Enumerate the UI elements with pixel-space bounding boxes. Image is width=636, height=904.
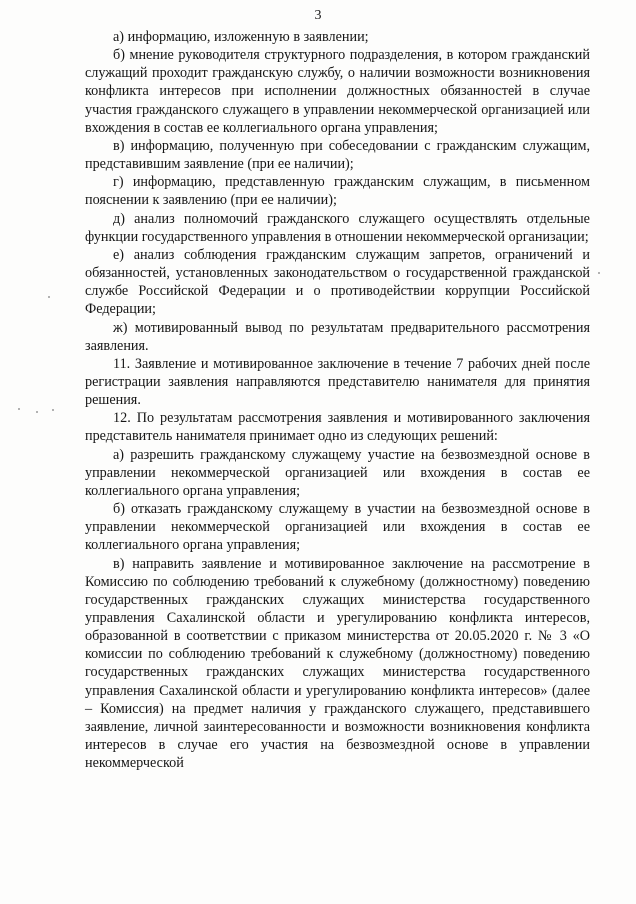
scan-speck [36,411,38,413]
page-number: 3 [314,8,322,23]
paragraph-decision-a-permit: а) разрешить гражданскому служащему участие на безвозмездной основе в управлении некоммерческой организацией или вхождения в состав ее коллегиального органа управления; [85,446,590,499]
paragraph-item-a-info: а) информацию, изложенную в заявлении; [113,29,369,45]
paragraph-item-d-powers-analysis: д) анализ полномочий гражданского служащего осуществлять отдельные функции государственного управления в отношении некоммерческой организации; [85,210,590,245]
paragraph-item-e-compliance-analysis: е) анализ соблюдения гражданским служащим запретов, ограничений и обязанностей, установленных законодательством о государственной гражданской службе Российской Федерации и о противодействии коррупции Российской Федерации; [85,246,590,318]
paragraph-clause-11: 11. Заявление и мотивированное заключение в течение 7 рабочих дней после регистрации заявления направляются представителю нанимателя для принятия решения. [85,355,590,409]
scan-speck [52,409,54,411]
paragraph-item-b-manager-opinion: б) мнение руководителя структурного подразделения, в котором гражданский служащий проходит гражданскую службу, о наличии возможности возникновения конфликта интересов при исполнении должностных обязанностей в случае участия гражданского служащего в управлении некоммерческой организацией или вхождения в состав ее коллегиального органа управления; [85,47,590,136]
paragraph-item-v-interview-info: в) информацию, полученную при собеседовании с гражданским служащим, представившим заявление (при ее наличии); [85,137,590,173]
document-body [85,28,590,772]
paragraph-item-g-written-explanation: г) информацию, представленную гражданским служащим, в письменном пояснении к заявлению (при ее наличии); [85,174,590,209]
paragraph-clause-12: 12. По результатам рассмотрения заявления и мотивированного заключения представитель нанимателя принимает одно из следующих решений: [85,410,590,445]
scan-speck [598,272,600,274]
paragraph-decision-v-commission: в) направить заявление и мотивированное заключение на рассмотрение в Комиссию по соблюдению требований к служебному (должностному) поведению государственных гражданских служащих министерства государственного управления Сахалинской области и урегулированию конфликта интересов, образованной в соответствии с приказом министерства от 20.05.2020 г. № 3 «О комиссии по соблюдению требований к служебному (должностному) поведению государственных гражданских служащих министерства государственного управления Сахалинской области и урегулированию конфликта интересов» (далее – Комиссия) на предмет наличия у гражданского служащего, представившего заявление, личной заинтересованности и возможности возникновения конфликта интересов в случае его участия на безвозмездной основе в управлении некоммерческой [85,555,590,772]
paragraph-decision-b-refuse: б) отказать гражданскому служащему в участии на безвозмездной основе в управлении некоммерческой организацией или вхождения в состав ее коллегиального органа управления; [85,501,590,554]
paragraph-item-zh-reasoned-conclusion: ж) мотивированный вывод по результатам предварительного рассмотрения заявления. [85,319,590,354]
scan-speck [48,296,50,298]
scan-speck [18,408,20,410]
